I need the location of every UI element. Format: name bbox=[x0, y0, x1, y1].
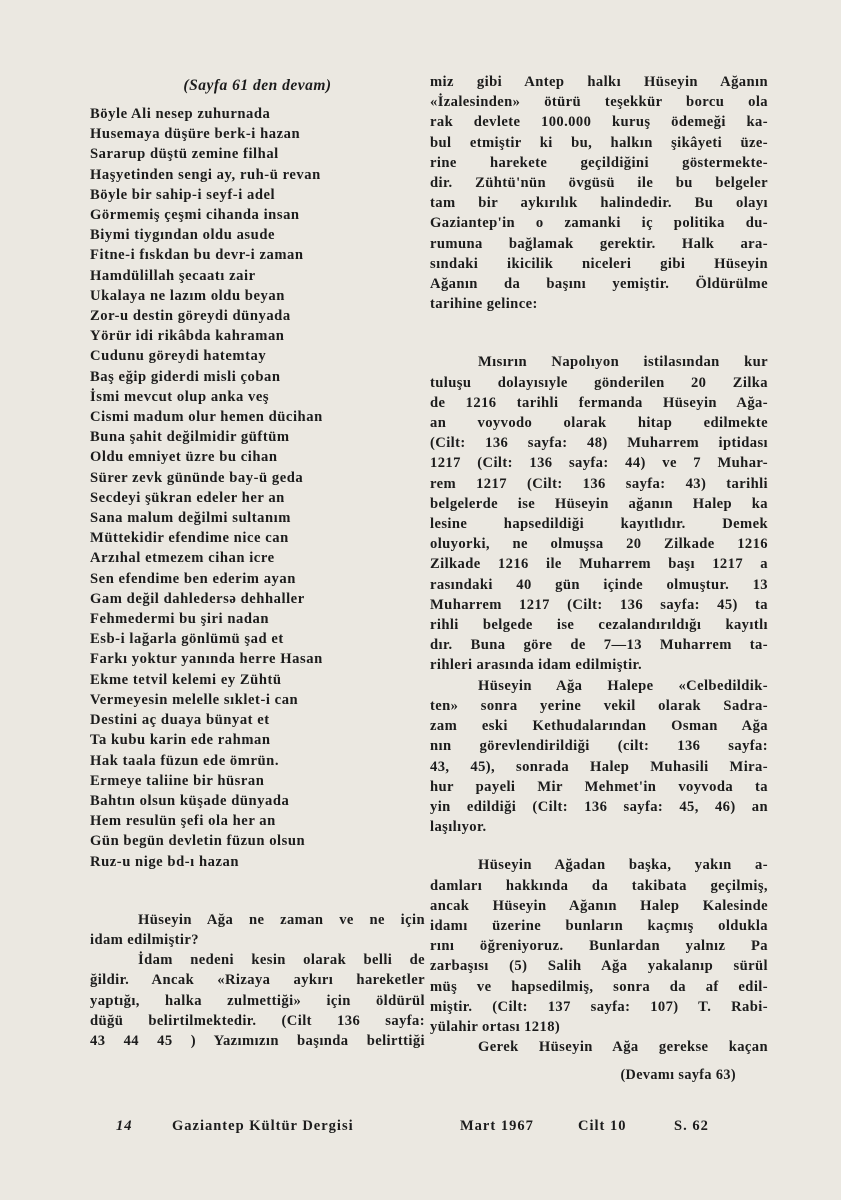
text-line: dır. Buna göre de 7—13 Muharrem ta- bbox=[430, 637, 768, 654]
poem-line: Sürer zevk gününde bay-ü geda bbox=[90, 469, 304, 486]
poem-line: Fehmedermi bu şiri nadan bbox=[90, 611, 270, 628]
continuation-note: (Sayfa 61 den devam) bbox=[183, 77, 332, 94]
volume-label: Cilt 10 bbox=[578, 1118, 627, 1134]
poem-line: Husemaya düşüre berk-i hazan bbox=[90, 126, 301, 143]
text-line: ğildir. Ancak «Rizaya aykırı hareketler bbox=[90, 972, 425, 989]
text-line: an voyvodo olarak hitap edilmekte bbox=[430, 415, 768, 432]
text-line: tarihine gelince: bbox=[430, 296, 538, 313]
text-line: lesine hapsedildiği kayıtlıdır. Demek bbox=[430, 516, 768, 533]
poem-line: İsmi mevcut olup anka veş bbox=[90, 388, 270, 405]
poem-line: Hamdülillah şecaatı zair bbox=[90, 267, 256, 284]
poem-line: Ekme tetvil kelemi ey Zühtü bbox=[90, 671, 282, 688]
poem-line: Bahtın olsun küşade dünyada bbox=[90, 792, 290, 809]
poem-line: Sana malum değilmi sultanım bbox=[90, 510, 291, 527]
poem-line: Baş eğip giderdi misli çoban bbox=[90, 368, 281, 385]
poem-line: Sararup düştü zemine filhal bbox=[90, 146, 279, 163]
poem-line: Sen efendime ben ederim ayan bbox=[90, 570, 296, 587]
text-line: rasındaki 40 gün içinde olmuştur. 13 bbox=[430, 576, 768, 593]
poem-line: Secdeyi şükran edeler her an bbox=[90, 489, 285, 506]
poem-line: Fitne-i fıskdan bu devr-i zaman bbox=[90, 247, 304, 264]
poem-line: Hem resulün şefi ola her an bbox=[90, 813, 276, 830]
poem-line: Yörür idi rikâbda kahraman bbox=[90, 328, 285, 345]
text-line: de 1216 tarihli fermanda Hüseyin Ağa- bbox=[430, 394, 768, 411]
text-line: yaptığı, halka zulmettiği» için öldürül bbox=[90, 992, 425, 1009]
answer-paragraph bbox=[90, 950, 425, 1051]
poem-line: Vermeyesin melelle sıklet-i can bbox=[90, 691, 299, 708]
text-line: 43 44 45 ) Yazımızın başında belirttiği bbox=[90, 1032, 425, 1049]
text-line: idamı üzerine bunların kaçmış oldukla bbox=[430, 917, 768, 934]
text-line: Muharrem 1217 (Cilt: 136 sayfa: 45) ta bbox=[430, 596, 768, 613]
left-column bbox=[90, 72, 425, 1051]
journal-title: Gaziantep Kültür Dergisi bbox=[172, 1118, 354, 1134]
text-line: Ağanın da başını yemiştir. Öldürülme bbox=[430, 276, 768, 293]
poem-line: Buna şahit değilmidir güftüm bbox=[90, 429, 290, 446]
text-line: tuluşu dolayısıyle gönderilen 20 Zilka bbox=[430, 374, 768, 391]
poem-line: Ermeye taliine bir hüsran bbox=[90, 772, 265, 789]
page-number: 14 bbox=[116, 1118, 133, 1134]
text-line: rını öğreniyoruz. Bunlardan yalnız Pa bbox=[430, 938, 768, 955]
text-line: oluyorki, ne olmuşsa 20 Zilkade 1216 bbox=[430, 536, 768, 553]
text-line: miştir. (Cilt: 137 sayfa: 107) T. Rabi- bbox=[430, 998, 768, 1015]
text-line: yin edildiği (Cilt: 136 sayfa: 45, 46) an bbox=[430, 798, 768, 815]
text-line: rak devlete 100.000 kuruş ödemeği ka- bbox=[430, 114, 768, 131]
text-line: müş ve hapsedilmiş, sonra da af edil- bbox=[430, 978, 768, 995]
poem-line: Gam değil dahledersə dehhaller bbox=[90, 590, 305, 607]
poem-line: Destini aç duaya bünyat et bbox=[90, 712, 270, 729]
text-line: Mısırın Napolıyon istilasından kur bbox=[478, 354, 768, 371]
text-line: bul etmiştir ki bu, halkın şikâyeti üze- bbox=[430, 134, 768, 151]
poem-line: Cudunu göreydi hatemtay bbox=[90, 348, 267, 365]
poem-line: Haşyetinden sengi ay, ruh-ü revan bbox=[90, 166, 321, 183]
text-line: Zilkade 1216 ile Muharrem başı 1217 a bbox=[430, 556, 768, 573]
poem-line: Müttekidir efendime nice can bbox=[90, 530, 289, 547]
text-line: laşılıyor. bbox=[430, 819, 487, 836]
poem-line: Böyle Ali nesep zuhurnada bbox=[90, 106, 271, 122]
text-line: idam edilmiştir? bbox=[90, 931, 199, 948]
poem-line: Ukalaya ne lazım oldu beyan bbox=[90, 287, 285, 304]
poem-line: Gün begün devletin füzun olsun bbox=[90, 833, 306, 850]
text-line: «İzalesinden» ötürü teşekkür borcu ola bbox=[430, 94, 768, 111]
text-line: (Cilt: 136 sayfa: 48) Muharrem iptidası bbox=[430, 435, 768, 452]
text-line: zarbaşısı (5) Salih Ağa yakalanıp sürül bbox=[430, 958, 768, 975]
text-line: rihleri arasında idam edilmiştir. bbox=[430, 657, 643, 674]
text-line: hur payeli Mir Mehmet'in voyvoda ta bbox=[430, 778, 768, 795]
text-line: sındaki ikicilik niceleri gibi Hüseyin bbox=[430, 255, 768, 272]
text-line: 43, 45), sonrada Halep Muhasili Mira- bbox=[430, 758, 768, 775]
text-line: ten» sonra yerine vekil olarak Sadra- bbox=[430, 697, 768, 714]
continued-note: (Devamı sayfa 63) bbox=[620, 1067, 736, 1084]
poem-line: Hak taala füzun ede ömrün. bbox=[90, 752, 280, 769]
paragraph-1 bbox=[430, 72, 768, 314]
text-line: tam bir aykırılık halindedir. Bu olayı bbox=[430, 195, 768, 212]
text-line: Hüseyin Ağa Halepe «Celbedildik- bbox=[478, 677, 768, 694]
text-line: zam eski Kethudalarından Osman Ağa bbox=[430, 718, 768, 735]
paragraph-3 bbox=[430, 676, 768, 838]
poem-stanza-2 bbox=[90, 286, 425, 872]
poem-line: Ta kubu karin ede rahman bbox=[90, 732, 271, 749]
poem-line: Zor-u destin göreydi dünyada bbox=[90, 308, 291, 325]
paragraph-5 bbox=[430, 1037, 768, 1057]
poem-line: Esb-i lağarla gönlümü şad et bbox=[90, 631, 284, 648]
poem-line: Farkı yoktur yanında herre Hasan bbox=[90, 651, 323, 668]
text-line: yülahir ortası 1218) bbox=[430, 1018, 561, 1035]
poem-line: Arzıhal etmezem cihan icre bbox=[90, 550, 275, 567]
poem-line: Oldu emniyet üzre bu cihan bbox=[90, 449, 278, 466]
text-line: Gerek Hüseyin Ağa gerekse kaçan bbox=[478, 1039, 768, 1056]
text-line: düğü belirtilmektedir. (Cilt 136 sayfa: bbox=[90, 1012, 425, 1029]
text-line: dir. Zühtü'nün övgüsü ile bu belgeler bbox=[430, 175, 768, 192]
poem-line: Biymi tiygından oldu asude bbox=[90, 227, 276, 244]
text-line: rihli belgede ise cezalandırıldığı kayıtlı bbox=[430, 617, 768, 634]
poem-line: Ruz-u nige bd-ı hazan bbox=[90, 853, 240, 870]
poem-line: Görmemiş çeşmi cihanda insan bbox=[90, 207, 300, 224]
poem-line: Cismi madum olur hemen dücihan bbox=[90, 409, 323, 426]
text-line: nın görevlendirildiği (cilt: 136 sayfa: bbox=[430, 738, 768, 755]
text-line: İdam nedeni kesin olarak belli de bbox=[138, 952, 425, 969]
text-line: Gaziantep'in o zamanki iç politika du- bbox=[430, 215, 768, 232]
poem-stanza-1 bbox=[90, 104, 425, 286]
text-line: rine harekete geçildiğini göstermekte- bbox=[430, 154, 768, 171]
poem-line: Böyle bir sahip-i seyf-i adel bbox=[90, 186, 276, 203]
text-line: ancak Hüseyin Ağanın Halep Kalesinde bbox=[430, 897, 768, 914]
text-line: damları hakkında da takibata geçilmiş, bbox=[430, 877, 768, 894]
question-paragraph bbox=[90, 910, 425, 950]
text-line: Hüseyin Ağa ne zaman ve ne için bbox=[138, 911, 425, 928]
issue-number: S. 62 bbox=[674, 1118, 709, 1134]
issue-date: Mart 1967 bbox=[460, 1118, 534, 1134]
right-column bbox=[430, 72, 768, 1084]
text-line: rem 1217 (Cilt: 136 sayfa: 43) tarihli bbox=[430, 475, 768, 492]
paragraph-4 bbox=[430, 855, 768, 1037]
text-line: rumuna bağlamak gerektir. Halk ara- bbox=[430, 235, 768, 252]
paragraph-2 bbox=[430, 352, 768, 675]
text-line: 1217 (Cilt: 136 sayfa: 44) ve 7 Muhar- bbox=[430, 455, 768, 472]
text-line: miz gibi Antep halkı Hüseyin Ağanın bbox=[430, 74, 768, 90]
text-line: belgelerde ise Hüseyin ağanın Halep ka bbox=[430, 495, 768, 512]
text-line: Hüseyin Ağadan başka, yakın a- bbox=[478, 857, 768, 874]
